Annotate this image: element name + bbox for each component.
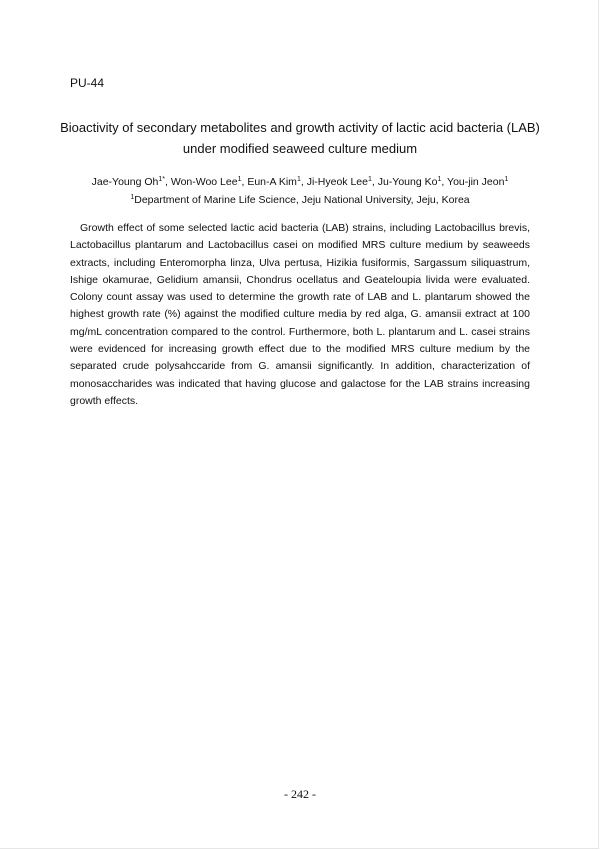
author-list bbox=[60, 174, 540, 191]
author-affiliation-mark: 1 bbox=[237, 176, 242, 183]
abstract-body: Growth effect of some selected lactic acid bacteria (LAB) strains, including Lactobacillus brevis, Lactobacillus plantarum and Lactobacillus casei on modified MRS culture medium by seaweeds extracts, including Enteromorpha linza, Ulva pertusa, Hizikia fusiformis, Sargassum siliquastrum, Ishige okamurae, Gelidium amansii, Chondrus ocellatus and Geateloupia livida were evaluated. Colony count assay was used to determine the growth rate of LAB and L. plantarum showed the highest growth rate (%) against the modified culture media by red alga, G. amansii extract at 100 mg/mL concentration compared to the control. Furthermore, both L. plantarum and L. casei strains were evidenced for increasing growth effect due to the modified MRS culture medium by the separated crude polysahccaride from G. amansii significantly. In addition, characterization of monosaccharides was indicated that having glucose and galactose for the LAB strains increasing growth effects. bbox=[70, 222, 530, 407]
page-number: - 242 - bbox=[284, 787, 316, 801]
paper-title bbox=[60, 117, 540, 159]
author-affiliation-mark: 1* bbox=[158, 176, 165, 183]
title-line-2: under modified seaweed culture medium bbox=[182, 141, 418, 156]
author-name: Eun-A Kim bbox=[247, 176, 297, 188]
affiliation bbox=[60, 192, 540, 209]
author-affiliation-mark: 1 bbox=[367, 176, 372, 183]
author-affiliation-mark: 1 bbox=[504, 176, 509, 183]
author-separator: , bbox=[441, 176, 448, 188]
author-name: You-jin Jeon bbox=[447, 176, 505, 188]
author-separator: , bbox=[371, 176, 378, 188]
author-separator: , bbox=[165, 176, 171, 188]
author-affiliation-mark: 1 bbox=[437, 176, 442, 183]
author-name: Ju-Young Ko bbox=[377, 176, 438, 188]
author-name: Won-Woo Lee bbox=[170, 176, 238, 188]
abstract-code: PU-44 bbox=[70, 76, 105, 90]
author-affiliation-mark: 1 bbox=[296, 176, 301, 183]
author-name: Jae-Young Oh bbox=[91, 176, 159, 188]
author-separator: , bbox=[300, 176, 307, 188]
affiliation-mark: 1 bbox=[130, 194, 135, 201]
author-separator: , bbox=[241, 176, 248, 188]
affiliation-text: Department of Marine Life Science, Jeju National University, Jeju, Korea bbox=[134, 194, 470, 206]
author-name: Ji-Hyeok Lee bbox=[306, 176, 368, 188]
title-line-1: Bioactivity of secondary metabolites and growth activity of lactic acid bacteria (LAB) bbox=[60, 120, 540, 135]
